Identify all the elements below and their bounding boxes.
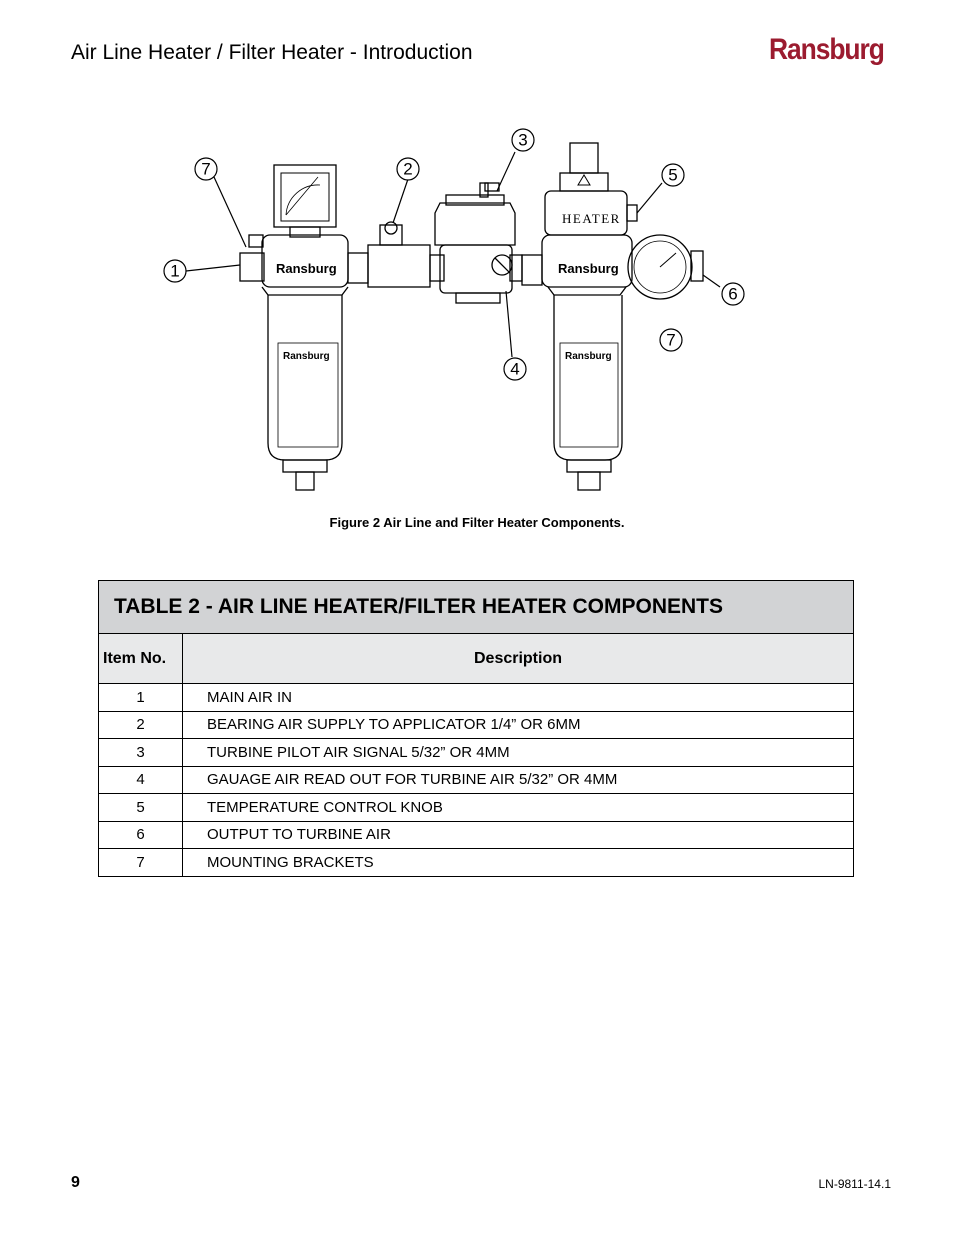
callout-1 (164, 260, 186, 282)
left-plate-brand: Ransburg (283, 351, 330, 362)
svg-text:7: 7 (201, 159, 211, 179)
item-description: TURBINE PILOT AIR SIGNAL 5/32” OR 4MM (183, 739, 854, 767)
table-title: TABLE 2 - AIR LINE HEATER/FILTER HEATER COMPONENTS (99, 581, 854, 634)
table-row (99, 766, 854, 794)
air-line-heater-diagram (150, 125, 810, 495)
table-row (99, 684, 854, 712)
item-number: 3 (99, 739, 183, 767)
item-number: 2 (99, 711, 183, 739)
svg-text:1: 1 (170, 261, 180, 281)
item-description: MAIN AIR IN (183, 684, 854, 712)
table-row (99, 849, 854, 877)
page-title: Air Line Heater / Filter Heater - Introduction (71, 41, 473, 64)
item-description: BEARING AIR SUPPLY TO APPLICATOR 1/4” OR 6MM (183, 711, 854, 739)
item-number: 7 (99, 849, 183, 877)
callout-6 (722, 283, 744, 305)
pilot-regulator (435, 203, 515, 245)
document-id: LN-9811-14.1 (818, 1177, 891, 1191)
item-number: 1 (99, 684, 183, 712)
callout-7-top-left (195, 158, 217, 180)
svg-text:7: 7 (666, 330, 676, 350)
svg-text:5: 5 (668, 165, 678, 185)
column-header-description: Description (183, 634, 854, 684)
item-number: 6 (99, 821, 183, 849)
table-row (99, 821, 854, 849)
heater-label: HEATER (562, 211, 621, 226)
item-number: 4 (99, 766, 183, 794)
heater-cap (570, 143, 598, 173)
svg-text:6: 6 (728, 284, 738, 304)
callout-3 (512, 129, 534, 151)
svg-text:2: 2 (403, 159, 413, 179)
item-description: MOUNTING BRACKETS (183, 849, 854, 877)
callout-4 (504, 358, 526, 380)
item-number: 5 (99, 794, 183, 822)
callout-7-right (660, 329, 682, 351)
item-description: OUTPUT TO TURBINE AIR (183, 821, 854, 849)
left-filter-bowl (268, 295, 342, 460)
item-description: TEMPERATURE CONTROL KNOB (183, 794, 854, 822)
item-description: GAUAGE AIR READ OUT FOR TURBINE AIR 5/32” OR 4MM (183, 766, 854, 794)
table-row (99, 739, 854, 767)
svg-text:4: 4 (510, 359, 520, 379)
page-number: 9 (71, 1174, 80, 1191)
right-filter-bowl (554, 295, 622, 460)
brand-logo: Ransburg (769, 33, 884, 66)
right-plate-brand: Ransburg (565, 351, 612, 362)
right-brand-label: Ransburg (558, 261, 619, 276)
table-row (99, 794, 854, 822)
callout-5 (662, 164, 684, 186)
callout-2 (397, 158, 419, 180)
svg-text:3: 3 (518, 130, 528, 150)
figure-caption: Figure 2 Air Line and Filter Heater Components. (329, 515, 625, 530)
tee-fitting (368, 245, 430, 287)
column-header-item-no: Item No. (99, 634, 183, 684)
left-brand-label: Ransburg (276, 261, 337, 276)
components-table (98, 580, 854, 877)
indicator-window (274, 165, 336, 227)
table-row (99, 711, 854, 739)
